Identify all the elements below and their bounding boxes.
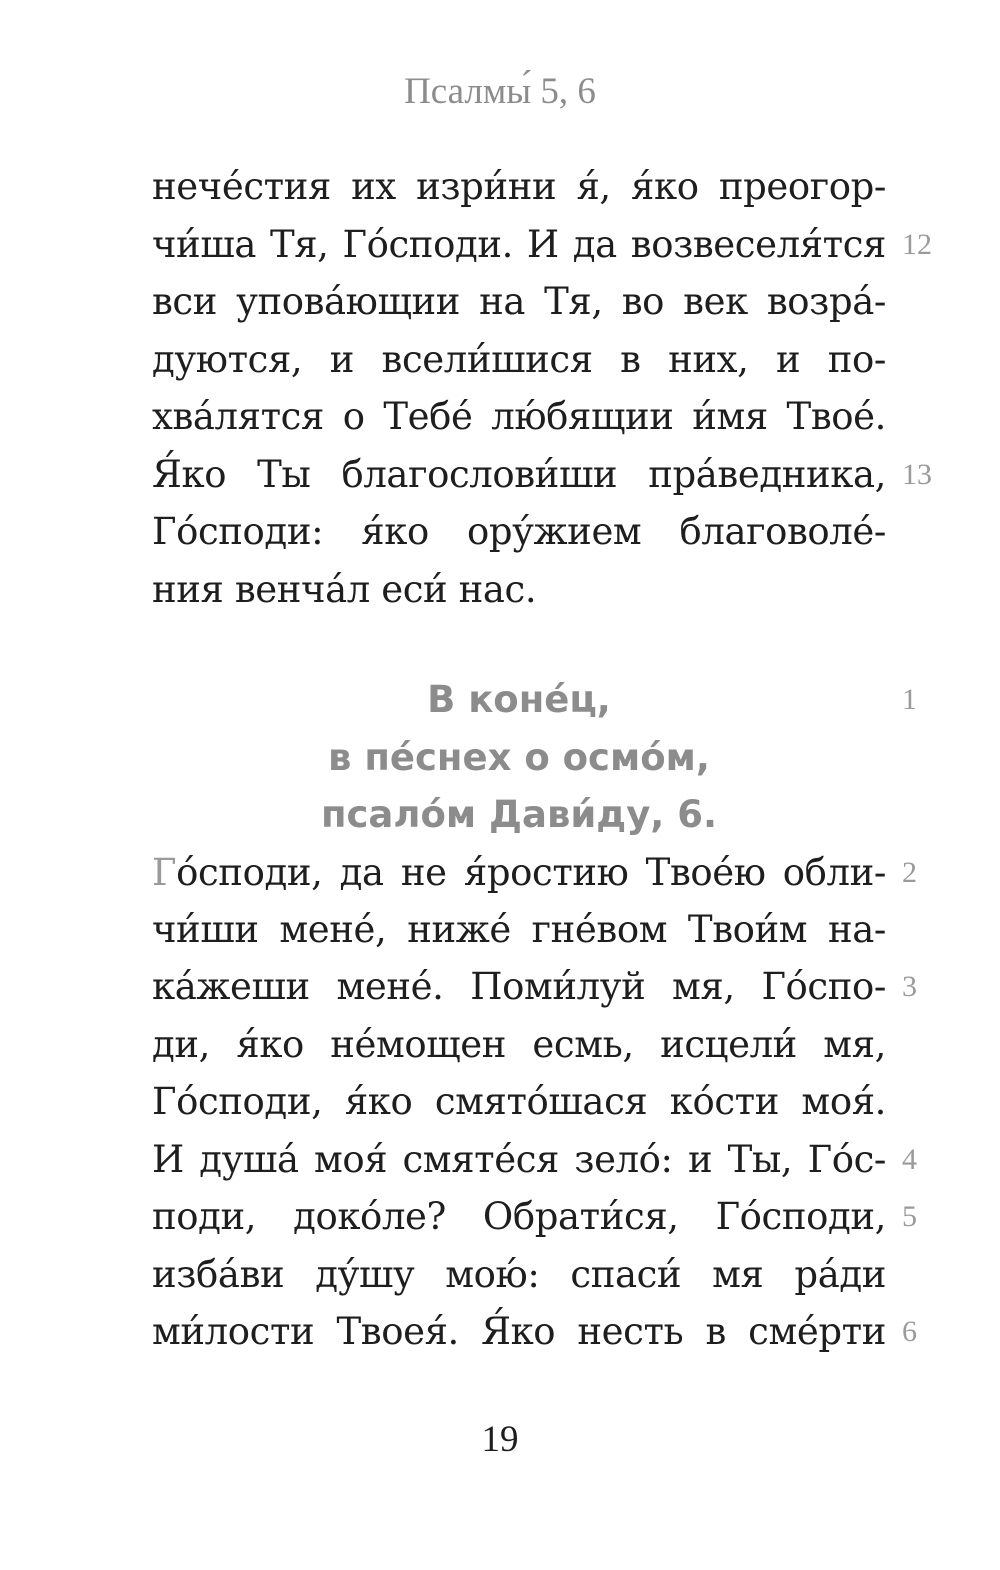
text-line: ка́жеши мене́. Поми́луй мя, Го́спо- [152,965,886,1008]
psalm-heading-line: в пе́снех о осмо́м, [328,736,710,779]
verse-number: 1 [902,683,917,716]
text-line: изба́ви ду́шу мою́: спаси́ мя ра́ди [152,1253,886,1296]
text-line: Го́споди, я́ко смято́шася ко́сти моя́. [152,1080,886,1123]
text-line: поди, доко́ле? Обрати́ся, Го́споди, [152,1195,886,1238]
text-line: ди, я́ко не́мощен есмь, исцели́ мя, [152,1023,886,1066]
text-line: дуются, и всели́шися в них, и по- [152,338,886,381]
text-line: ния венча́л еси́ нас. [152,568,537,611]
psalm-heading-line: псало́м Дави́ду, 6. [320,793,718,836]
text-line-rest: о́споди, да не я́ростию Твое́ю обли- [176,851,886,894]
text-line: вси упова́ющии на Тя, во век возра́- [152,280,886,323]
verse-number: 13 [902,458,932,491]
text-line: чи́ши мене́, ниже́ гне́вом Твои́м на- [152,908,886,951]
verse-number: 5 [902,1200,917,1233]
running-head: Псалмы́ 5, 6 [404,71,596,112]
text-line: И душа́ моя́ смяте́ся зело́: и Ты, Го́с- [152,1138,886,1181]
verse-number: 4 [902,1143,917,1176]
verse-number: 6 [902,1315,917,1348]
text-line: Я́ко Ты благослови́ши пра́ведника, [152,453,886,496]
drop-cap: Г [152,851,177,894]
text-line: ми́лости Твоея́. Я́ко несть в сме́рти [152,1310,886,1353]
page-number: 19 [481,1419,519,1460]
text-line: нече́стия их изри́ни я́, я́ко преогор- [152,165,886,208]
text-line [152,844,886,902]
text-line: хва́лятся о Тебе́ лю́бящии и́мя Твое́. [152,395,886,438]
text-line: Го́споди: я́ко ору́жием благоволе́- [152,510,886,553]
verse-number: 2 [902,856,917,889]
text-line: чи́ша Тя, Го́споди. И да возвеселя́тся [152,223,886,266]
verse-number: 3 [902,970,917,1003]
verse-number: 12 [902,228,932,261]
psalm-heading-line: В коне́ц, [427,678,611,721]
